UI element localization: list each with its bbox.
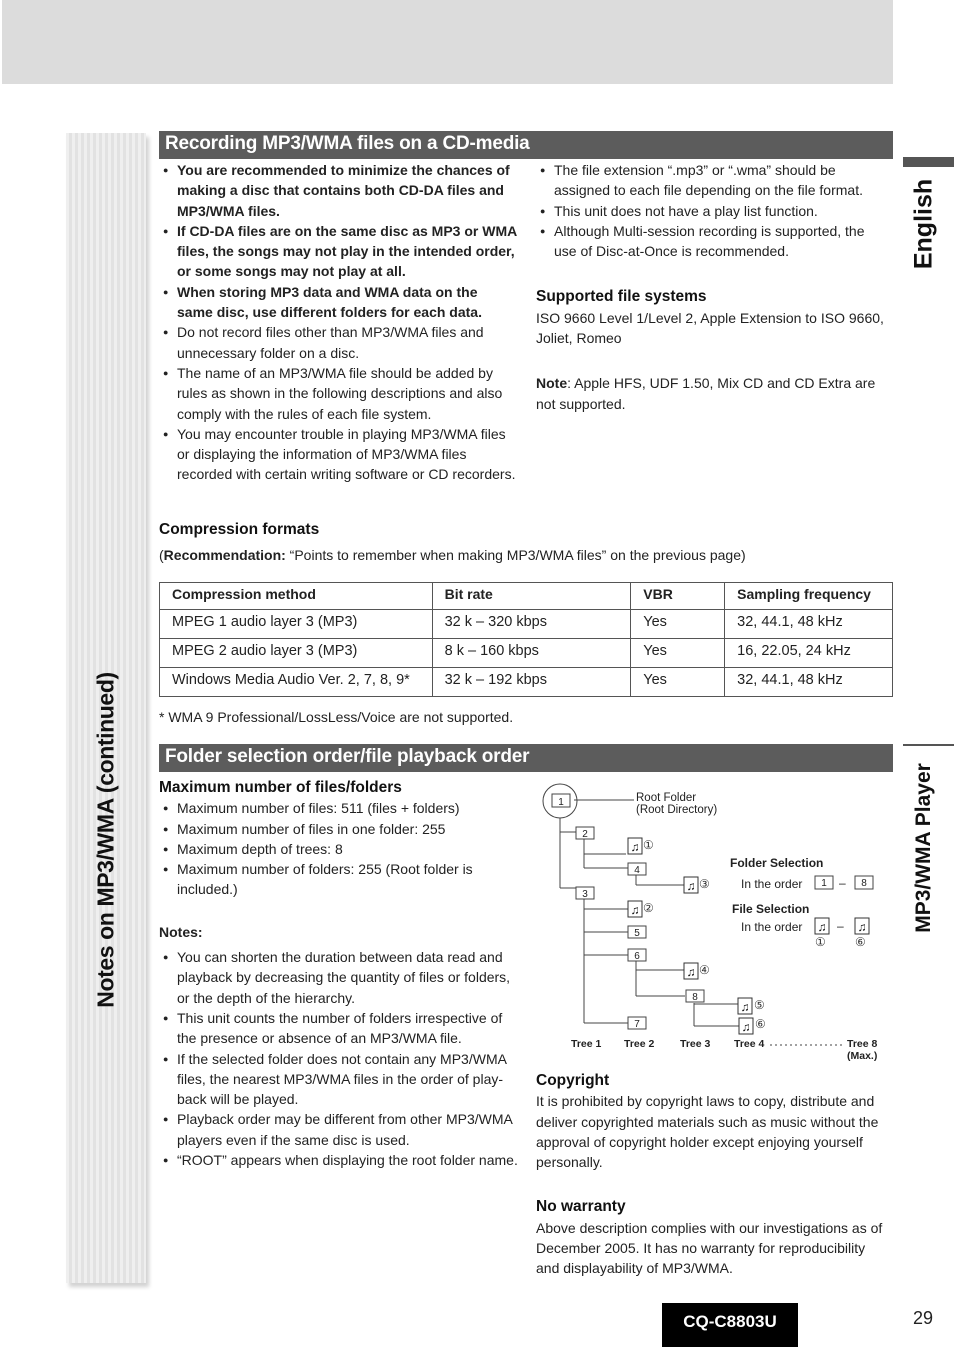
copyright-column bbox=[536, 1071, 888, 1279]
folder-left-column bbox=[159, 778, 521, 1170]
right-tab-divider bbox=[903, 744, 954, 746]
folder-tree-diagram bbox=[536, 780, 896, 1070]
folder-number: 3 bbox=[582, 889, 588, 900]
table-cell: Yes bbox=[631, 668, 725, 697]
right-tab-marker bbox=[903, 157, 954, 167]
recommendation-line bbox=[159, 545, 893, 565]
music-file-icon: ♫ bbox=[630, 903, 640, 917]
note-text: : Apple HFS, UDF 1.50, Mix CD and CD Extra are not supported. bbox=[536, 375, 876, 412]
table-row bbox=[160, 668, 893, 697]
model-badge: CQ-C8803U bbox=[662, 1303, 798, 1347]
page-number: 29 bbox=[913, 1308, 934, 1328]
tree-label: Tree 2 bbox=[624, 1038, 655, 1050]
language-tab: English bbox=[909, 178, 938, 270]
table-cell: MPEG 1 audio layer 3 (MP3) bbox=[160, 610, 433, 639]
music-file-icon: ♫ bbox=[686, 965, 696, 979]
music-file-icon: ♫ bbox=[817, 920, 827, 934]
file-order-dash: – bbox=[837, 919, 844, 933]
music-file-icon: ♫ bbox=[857, 920, 867, 934]
top-banner bbox=[2, 0, 893, 84]
list-item: ● Although Multi-session recording is supported, the use of Disc-at-Once is recommended. bbox=[536, 221, 886, 262]
list-item: ● This unit does not have a play list function. bbox=[536, 201, 886, 221]
table-header-row bbox=[160, 583, 893, 610]
list-item: ● You may encounter trouble in playing MP3/WMA files or displaying the information of MP3/WMA files recorded with certain writing software or CD recorders. bbox=[159, 424, 517, 485]
folder-order-label: In the order bbox=[741, 877, 803, 891]
music-file-icon: ♫ bbox=[740, 1000, 750, 1014]
folder-number: 1 bbox=[821, 878, 827, 889]
compression-heading: Compression formats bbox=[159, 521, 320, 538]
table-cell: Windows Media Audio Ver. 2, 7, 8, 9* bbox=[160, 668, 433, 697]
copyright-text: It is prohibited by copyright laws to copy, distribute and deliver copyrighted materials such as music without the approval of copyright holder except enjoying yourself personally. bbox=[536, 1093, 879, 1171]
list-item: ● The file extension “.mp3” or “.wma” should be assigned to each file depending on the file format. bbox=[536, 160, 886, 201]
folder-number: 1 bbox=[558, 797, 564, 808]
warranty-heading: No warranty bbox=[536, 1198, 626, 1216]
table-cell: 32, 44.1, 48 kHz bbox=[725, 610, 893, 639]
folder-selection-title: Folder Selection bbox=[730, 856, 824, 870]
table-cell: 8 k – 160 kbps bbox=[432, 639, 631, 668]
music-file-icon: ♫ bbox=[630, 840, 640, 854]
recording-right-column bbox=[536, 160, 886, 414]
list-item: ● If CD-DA files are on the same disc as MP3 or WMA files, the songs may not play in the intended order, or some songs may not play at all. bbox=[159, 221, 517, 282]
file-number: ④ bbox=[699, 963, 710, 977]
compression-table bbox=[159, 582, 893, 697]
list-item: ● You can shorten the duration between data read and playback by decreasing the quantity of files or folders, or the depth of the hierarchy. bbox=[159, 947, 521, 1008]
file-number: ⑥ bbox=[755, 1017, 766, 1031]
list-item: ● Playback order may be different from other MP3/WMA players even if the same disc is used. bbox=[159, 1109, 521, 1150]
notes-heading: Notes: bbox=[159, 923, 203, 940]
table-cell: 32 k – 320 kbps bbox=[432, 610, 631, 639]
copyright-heading: Copyright bbox=[536, 1072, 610, 1089]
root-directory-label: (Root Directory) bbox=[636, 804, 718, 816]
table-cell: Yes bbox=[631, 610, 725, 639]
folder-number: 6 bbox=[634, 951, 640, 962]
root-folder-label: Root Folder bbox=[636, 792, 697, 804]
file-number: ① bbox=[815, 935, 826, 949]
file-number: ① bbox=[643, 838, 654, 852]
list-item: ● Maximum number of files: 511 (files + folders) bbox=[159, 798, 521, 818]
file-number: ② bbox=[643, 901, 654, 915]
list-item: ● “ROOT” appears when displaying the root folder name. bbox=[159, 1150, 521, 1170]
file-order-label: In the order bbox=[741, 920, 803, 934]
max-files-heading: Maximum number of files/folders bbox=[159, 779, 402, 796]
file-number: ⑤ bbox=[754, 998, 765, 1012]
list-item: ● Do not record files other than MP3/WMA files and unnecessary folder on a disc. bbox=[159, 322, 517, 363]
file-number: ③ bbox=[699, 877, 710, 891]
music-file-icon: ♫ bbox=[741, 1020, 751, 1034]
table-row bbox=[160, 639, 893, 668]
warranty-text: Above description complies with our investigations as of December 2005. It has no warranty for reproducibility and displayability of MP3/WMA. bbox=[536, 1219, 883, 1277]
folder-number: 2 bbox=[582, 829, 588, 840]
section-header-recording: Recording MP3/WMA files on a CD-media bbox=[159, 131, 893, 159]
tree-max-label: (Max.) bbox=[847, 1050, 878, 1062]
sidebar bbox=[66, 133, 146, 1283]
tree-label: Tree 1 bbox=[571, 1038, 602, 1050]
tree-label: Tree 4 bbox=[734, 1038, 765, 1050]
list-item: ● Maximum number of folders: 255 (Root folder is included.) bbox=[159, 859, 521, 900]
column-header: Compression method bbox=[160, 583, 433, 610]
column-header: Sampling frequency bbox=[725, 583, 893, 610]
folder-number: 8 bbox=[692, 992, 698, 1003]
file-selection-title: File Selection bbox=[732, 902, 810, 916]
file-systems-heading: Supported file systems bbox=[536, 288, 707, 306]
recommendation-label: Recommendation: bbox=[163, 547, 286, 563]
table-cell: 32, 44.1, 48 kHz bbox=[725, 668, 893, 697]
tree-label: Tree 8 bbox=[847, 1038, 878, 1050]
list-item: ● This unit counts the number of folders irrespective of the presence or absence of an MP3/WMA file. bbox=[159, 1008, 521, 1049]
folder-order-dash: – bbox=[839, 876, 846, 890]
file-systems-text: ISO 9660 Level 1/Level 2, Apple Extension to ISO 9660, Joliet, Romeo bbox=[536, 309, 884, 347]
column-header: Bit rate bbox=[432, 583, 631, 610]
column-header: VBR bbox=[631, 583, 725, 610]
table-cell: MPEG 2 audio layer 3 (MP3) bbox=[160, 639, 433, 668]
list-item: ● If the selected folder does not contain any MP3/WMA files, the nearest MP3/WMA files in the order of play-back will be played. bbox=[159, 1049, 521, 1110]
recommendation-text: “Points to remember when making MP3/WMA files” on the previous page) bbox=[285, 547, 746, 563]
list-item: ● When storing MP3 data and WMA data on the same disc, use different folders for each data. bbox=[159, 282, 517, 323]
table-cell: Yes bbox=[631, 639, 725, 668]
table-row bbox=[160, 610, 893, 639]
recording-left-column bbox=[159, 160, 517, 485]
paren: ( bbox=[159, 547, 164, 563]
folder-number: 7 bbox=[634, 1019, 640, 1030]
section-header-folder-order: Folder selection order/file playback order bbox=[159, 744, 893, 772]
section-tab: MP3/WMA Player bbox=[912, 763, 935, 933]
music-file-icon: ♫ bbox=[686, 879, 696, 893]
list-item: ● The name of an MP3/WMA file should be added by rules as shown in the following descriptions and also comply with the rules of each file system. bbox=[159, 363, 517, 424]
table-footnote: * WMA 9 Professional/LossLess/Voice are not supported. bbox=[159, 709, 514, 725]
table-cell: 32 k – 192 kbps bbox=[432, 668, 631, 697]
list-item: ● Maximum number of files in one folder: 255 bbox=[159, 819, 521, 839]
list-item: ● Maximum depth of trees: 8 bbox=[159, 839, 521, 859]
sidebar-title: Notes on MP3/WMA (continued) bbox=[92, 672, 119, 1008]
note-paragraph bbox=[536, 373, 886, 414]
table-cell: 16, 22.05, 24 kHz bbox=[725, 639, 893, 668]
folder-number: 8 bbox=[861, 878, 867, 889]
file-number: ⑥ bbox=[855, 935, 866, 949]
tree-label: Tree 3 bbox=[680, 1038, 711, 1050]
note-label: Note bbox=[536, 375, 568, 392]
list-item: ● You are recommended to minimize the chances of making a disc that contains both CD-DA files and MP3/WMA files. bbox=[159, 160, 517, 221]
folder-number: 5 bbox=[634, 928, 640, 939]
folder-number: 4 bbox=[634, 865, 640, 876]
